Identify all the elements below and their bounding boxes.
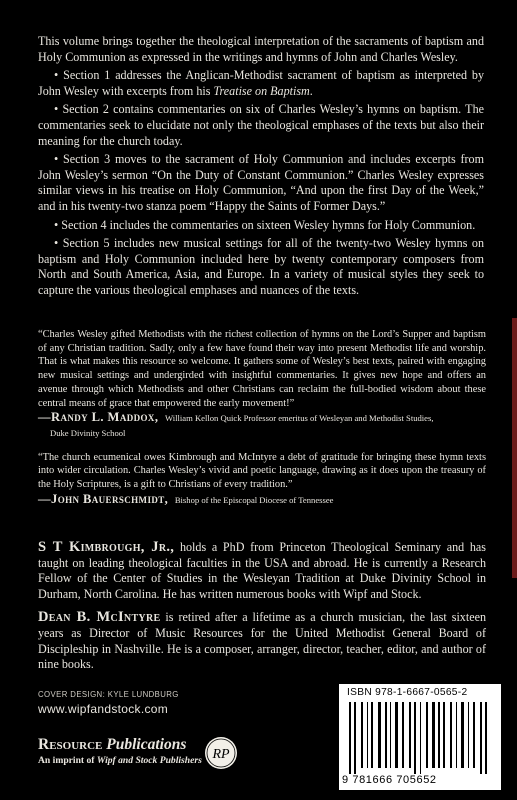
barcode-bar xyxy=(443,702,445,768)
spine-accent-bar xyxy=(512,318,517,578)
author-name: Dean B. McIntyre xyxy=(38,609,161,626)
barcode-bar xyxy=(354,702,356,774)
publisher-website: www.wipfandstock.com xyxy=(38,702,169,716)
credits xyxy=(38,690,338,716)
description-section-2: • Section 2 contains commentaries on six of Charles Wesley’s hymns on baptism. The commentaries seek to elucidate not only the theological emphases of the texts but also their meaning for the church today. xyxy=(38,102,484,148)
endorser-name: —Randy L. Maddox, xyxy=(38,410,159,425)
barcode-bar xyxy=(473,702,475,768)
bio-kimbrough xyxy=(38,540,486,602)
treatise-title: Treatise on Baptism xyxy=(213,83,310,98)
author-bios xyxy=(38,540,486,681)
isbn-number: ISBN 978-1-6667-0565-2 xyxy=(347,687,468,698)
barcode-bar xyxy=(438,702,440,768)
book-description xyxy=(38,34,484,302)
barcode-bar xyxy=(402,702,404,768)
description-section-4: • Section 4 includes the commentaries on sixteen Wesley hymns for Holy Communion. xyxy=(54,217,476,232)
barcode-bar xyxy=(395,702,398,768)
barcode-bar xyxy=(371,702,373,768)
barcode-digits: 9 781666 705652 xyxy=(342,774,437,786)
publisher-logo xyxy=(38,736,328,784)
description-section-1: • Section 1 addresses the Anglican-Methodist sacrament of baptism as interpreted by John Wesley with excerpts from his Treatise on Baptism. xyxy=(38,68,484,98)
barcode-bar xyxy=(426,702,428,768)
author-bio-text: holds a PhD from Princeton Theological Seminary and has taught on leading theological faculties in the USA and abroad. He is currently a Research Fellow of the Center of Studies in the Wesleyan Tradition at Duke Divinity School in Durham, North Carolina. He has written numerous books with Wipf and Stock. xyxy=(38,540,486,601)
barcode-bar xyxy=(385,702,387,768)
endorsement-attribution xyxy=(38,411,486,440)
endorsement-bauerschmidt xyxy=(38,451,486,508)
barcode-bar xyxy=(390,702,391,768)
barcode-bar xyxy=(367,702,368,768)
barcode-bar xyxy=(461,702,464,768)
author-name: S T Kimbrough, Jr., xyxy=(38,539,175,555)
description-section-5: • Section 5 includes new musical settings for all of the twenty-two Wesley hymns on baptism and Holy Communion included here by twenty contemporary composers from North and South America, Asia, and Europe. In a variety of musical styles they seek to capture the various theological emphases and nuances of the texts. xyxy=(38,236,484,297)
publisher-imprint: An imprint of Wipf and Stock Publishers xyxy=(38,755,202,766)
svg-text:RP: RP xyxy=(212,747,230,762)
endorser-name: —John Bauerschmidt, xyxy=(38,491,169,506)
barcode-bar xyxy=(480,702,482,774)
barcode-bar xyxy=(361,702,363,768)
endorsement-attribution xyxy=(38,493,486,508)
endorsements xyxy=(38,328,486,517)
barcode-bar xyxy=(409,702,411,768)
endorsement-maddox xyxy=(38,328,486,441)
endorser-affiliation: Bishop of the Episcopal Diocese of Tennessee xyxy=(174,494,334,505)
description-section-3: • Section 3 moves to the sacrament of Holy Communion and includes excerpts from John Wesley’s sermon “On the Duty of Constant Communion.” Charles Wesley expresses similar views in his treatise on Holy Communion, “And upon the first Day of the Week,” and in his twenty-two stanza poem “Happy the Saints of Former Days.” xyxy=(38,152,484,213)
rp-seal-icon xyxy=(204,736,238,770)
endorsement-quote: “The church ecumenical owes Kimbrough and McIntyre a debt of gratitude for bringing these hymn texts into wider circulation. Charles Wesley’s vivid and poetic language, drawing as it does upon the treasury of the Holy Scriptures, is a gift to Christians of every tradition.” xyxy=(38,451,486,491)
endorser-institution: Duke Divinity School xyxy=(50,427,126,438)
endorsement-quote: “Charles Wesley gifted Methodists with the richest collection of hymns on the Lord’s Supper and baptism of any Christian tradition. Sadly, only a few have found their way into present Methodist life and worship. That is what makes this resource so welcome. It gathers some of Wesley’s best texts, paired with engaging new musical settings and undergirded with insightful commentaries. It gives new hope and offers an avenue through which Methodists and other Christians can reclaim the full-bodied wisdom about these central means of grace that empowered the early movement!” xyxy=(38,329,486,409)
barcode-bar xyxy=(378,702,381,768)
author-bio-text: is retired after a lifetime as a church musician, the last sixteen years as Director of Music Resources for the United Methodist General Board of Discipleship in Nashville. He is a composer, arranger, director, teacher, editor, and author of nine books. xyxy=(38,610,486,672)
publisher-name: Resource Publications xyxy=(38,736,187,753)
barcode-bar xyxy=(456,702,457,768)
barcode-bar xyxy=(414,702,416,774)
barcode-bar xyxy=(468,702,469,768)
barcode-bar xyxy=(450,702,452,768)
barcode-bar xyxy=(420,702,421,774)
barcode-bars xyxy=(345,702,495,774)
endorser-affiliation: William Kellon Quick Professor emeritus of Wesleyan and Methodist Studies, xyxy=(164,413,434,424)
cover-design-credit: COVER DESIGN: KYLE LUNDBURG xyxy=(38,690,179,699)
barcode-bar xyxy=(349,702,351,774)
bio-mcintyre xyxy=(38,610,486,672)
description-intro: This volume brings together the theological interpretation of the sacraments of baptism and Holy Communion as expressed in the writings and hymns of John and Charles Wesley. xyxy=(38,34,484,64)
barcode-bar xyxy=(432,702,435,768)
isbn-barcode xyxy=(339,684,501,790)
barcode-bar xyxy=(485,702,487,774)
